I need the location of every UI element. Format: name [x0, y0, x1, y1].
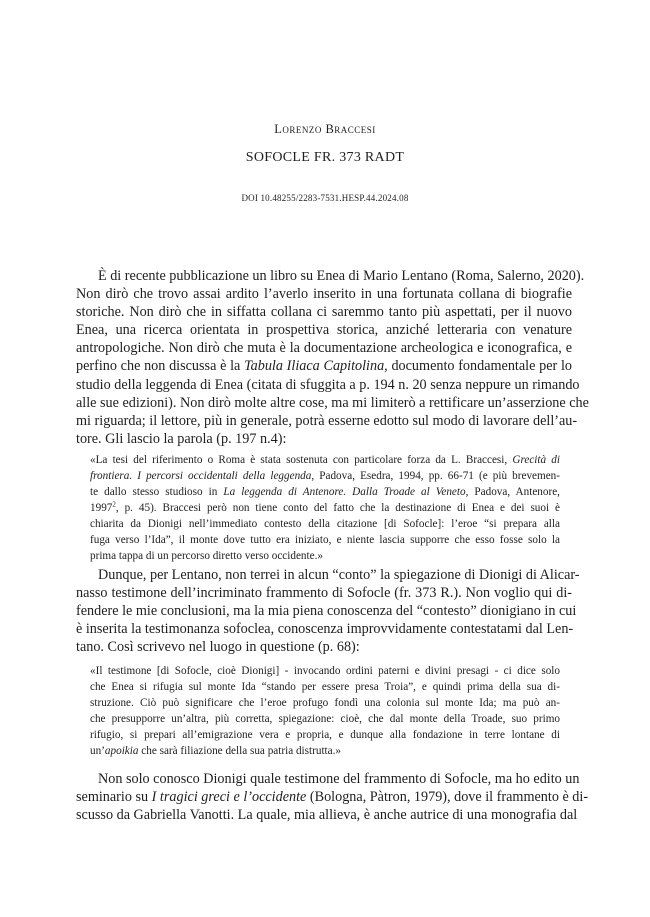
text-line: Non solo conosco Dionigi quale testimone del frammento di Sofocle, ma ho edito un	[98, 771, 580, 787]
text-line: scusso da Gabriella Vanotti. La quale, mia allieva, è anche autrice di una monografia dal	[76, 807, 578, 824]
author-name: Lorenzo Braccesi	[274, 122, 376, 136]
text-line: rifugio, si prepari all’emigrazione vera e propria, e dunque alla fondazione in terre lontane di	[90, 729, 560, 741]
text-line: che Enea si rifugia sul monte Ida “stando per essere presa Troia”, e quindi prima della sua di-	[90, 681, 560, 693]
text-line: storiche. Non dirò che in siffatta collana ci saremmo tanto più aspettati, per il nuovo	[76, 304, 572, 321]
text-line: che presupporre un’altra, più corretta, spiegazione: cioè, che dal monte della Troade, suo primo	[90, 713, 560, 725]
text-line: struzione. Ciò può significare che l’eroe profugo fondì una colonia sul monte Ida; ma può an-	[90, 697, 560, 709]
text-line: perfino che non discussa è la Tabula Iliaca Capitolina, documento fondamentale per lo	[76, 358, 572, 375]
text-line: «La tesi del riferimento o Roma è stata sostenuta con particolare forza da L. Braccesi, Grecità di	[90, 454, 560, 466]
text-line: Dunque, per Lentano, non terrei in alcun “conto” la spiegazione di Dionigi di Alicar-	[98, 567, 580, 583]
text-line: frontiera. I percorsi occidentali della leggenda, Padova, Esedra, 1994, pp. 66-71 (e più brevemen-	[90, 470, 561, 482]
text-line: seminario su I tragici greci e l’occidente (Bologna, Pàtron, 1979), dove il frammento è di-	[76, 789, 589, 806]
text-line: te dallo stesso studioso in La leggenda di Antenore. Dalla Troade al Veneto, Padova, Antenore,	[90, 486, 560, 498]
paragraph-response	[76, 566, 580, 656]
text-line: tore. Gli lascio la parola (p. 197 n.4):	[76, 430, 287, 447]
paragraph-intro	[76, 267, 589, 448]
doi-line: DOI 10.48255/2283-7531.HESP.44.2024.08	[241, 193, 409, 203]
block-quote-braccesi	[90, 663, 560, 759]
text-line: antropologiche. Non dirò che muta è la documentazione archeologica e iconografica, e	[76, 340, 572, 357]
text-line: fendere le mie conclusioni, ma la mia piena conoscenza del “contesto” dionigiano in cui	[76, 603, 577, 620]
block-quote-lentano	[90, 452, 560, 564]
text-line: «Il testimone [di Sofocle, cioè Dionigi] - invocando ordini paterni e divini presagi - ci dice solo	[90, 665, 560, 677]
text-line: un’apoikia che sarà filiazione della sua patria distrutta.»	[90, 745, 342, 757]
text-line: Non dirò che trovo assai ardito l’averlo inserito in una fortunata collana di biografie	[76, 286, 572, 303]
text-line: alle sue edizioni). Non dirò molte altre cose, ma mi limiterò a rettificare un’asserzione che	[76, 394, 589, 411]
article-title: SOFOCLE FR. 373 RADT	[245, 150, 405, 165]
text-line: Enea, una ricerca orientata in prospettiva storica, anziché letteraria con venature	[76, 322, 572, 339]
text-line: 1997$^2$, p. 45). Braccesi però non tiene conto del fatto che la destinazione di Enea e dei suoi è	[90, 500, 560, 514]
text-line: prima tappa di un percorso diretto verso occidente.»	[90, 550, 323, 562]
text-line: È di recente pubblicazione un libro su Enea di Mario Lentano (Roma, Salerno, 2020).	[98, 268, 585, 284]
paragraph-conclusion	[76, 770, 589, 824]
text-line: tano. Così scrivevo nel luogo in questione (p. 68):	[76, 639, 360, 656]
text-line: studio della leggenda di Enea (citata di sfuggita a p. 194 n. 20 senza neppure un rimando	[76, 376, 580, 393]
text-line: chiarita da Dionigi nell’immediato contesto della citazione [di Sofocle]: l’eroe “si prepara alla	[90, 518, 560, 530]
text-line: è inserita la testimonanza sofoclea, conoscenza improvvidamente contestatami dal Len-	[76, 621, 574, 638]
text-line: mi riguarda; il lettore, più in generale, potrà esserne edotto sul modo di lavorare dell’au-	[76, 412, 578, 429]
text-line: fuga verso l’Ida”, il monte dove tutto era iniziato, e niente lascia supporre che esso fosse solo la	[90, 534, 560, 546]
text-line: nasso testimone dell’incriminato frammento di Sofocle (fr. 373 R.). Non voglio qui di-	[76, 585, 572, 602]
